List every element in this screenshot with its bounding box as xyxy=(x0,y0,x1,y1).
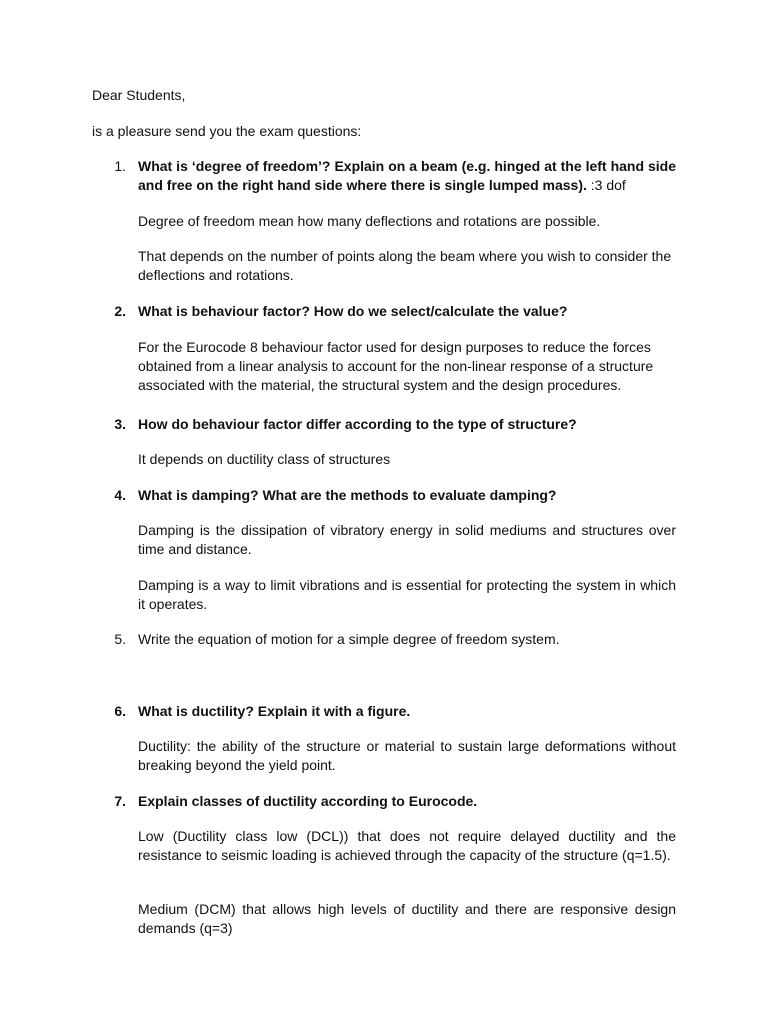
answer-1a: Degree of freedom mean how many deflections and rotations are possible. xyxy=(138,213,601,229)
question-4: What is damping? What are the methods to evaluate damping? xyxy=(138,487,557,503)
answer-7b: Medium (DCM) that allows high levels of ductility and there are responsive design demands (q=3) xyxy=(138,901,676,936)
answer-4b: Damping is a way to limit vibrations and is essential for protecting the system in which it operates. xyxy=(138,577,676,612)
question-6: What is ductility? Explain it with a figure. xyxy=(138,703,411,719)
answer-2a: For the Eurocode 8 behaviour factor used for design purposes to reduce the forces obtained from a linear analysis to account for the non-linear response of a structure associated with the material, the structural system and the design procedures. xyxy=(138,339,654,393)
intro-text: is a pleasure send you the exam questions: xyxy=(92,123,362,139)
answer-7a: Low (Ductility class low (DCL)) that does not require delayed ductility and the resistance to seismic loading is achieved through the capacity of the structure (q=1.5). xyxy=(138,828,676,863)
question-1 xyxy=(138,157,676,195)
answer-6a: Ductility: the ability of the structure or material to sustain large deformations without breaking beyond the yield point. xyxy=(138,738,676,773)
question-7: Explain classes of ductility according to Eurocode. xyxy=(138,793,478,809)
question-number: 4. xyxy=(114,487,126,503)
question-number: 5. xyxy=(114,631,126,647)
question-number: 2. xyxy=(114,303,126,319)
question-2: What is behaviour factor? How do we select/calculate the value? xyxy=(138,303,568,319)
salutation: Dear Students, xyxy=(92,87,186,103)
question-number: 7. xyxy=(114,793,126,809)
answer-1b: That depends on the number of points along the beam where you wish to consider the deflections and rotations. xyxy=(138,248,672,283)
answer-3a: It depends on ductility class of structures xyxy=(138,451,391,467)
answer-4a: Damping is the dissipation of vibratory energy in solid mediums and structures over time and distance. xyxy=(138,522,676,557)
question-number: 1. xyxy=(114,158,126,174)
question-5: Write the equation of motion for a simple degree of freedom system. xyxy=(138,631,560,647)
question-3: How do behaviour factor differ according to the type of structure? xyxy=(138,416,577,432)
question-suffix: :3 dof xyxy=(586,177,626,193)
question-text: What is ‘degree of freedom’? Explain on a beam (e.g. hinged at the left hand side and free on the right hand side where there is single lumped mass). xyxy=(138,158,676,193)
question-number: 3. xyxy=(114,416,126,432)
question-number: 6. xyxy=(114,703,126,719)
